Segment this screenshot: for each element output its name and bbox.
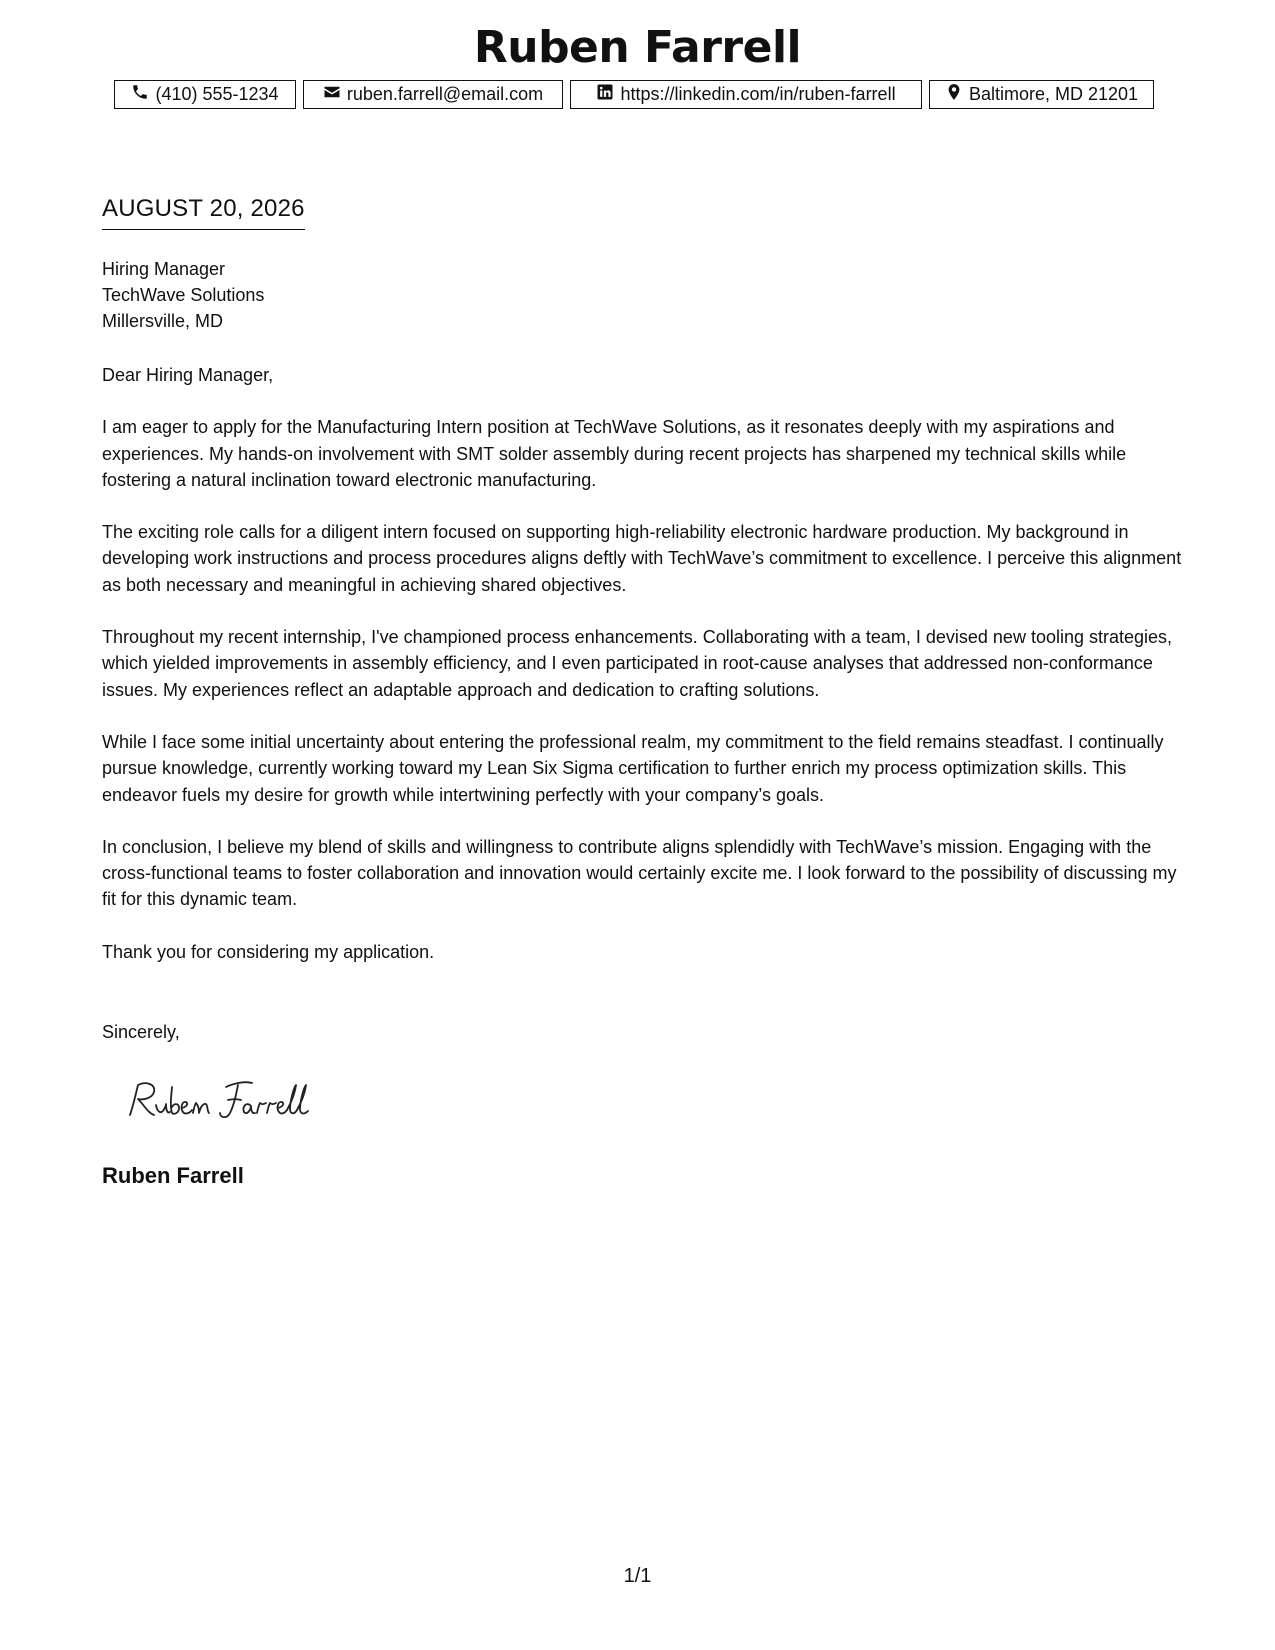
body-paragraph: The exciting role calls for a diligent intern focused on supporting high-reliability electronic hardware production. My background in developing work instructions and process procedures aligns deftly with TechWave’s commitment to excellence. I perceive this alignment as both necessary and meaningful in achieving shared objectives. xyxy=(102,522,1182,595)
body-paragraph: While I face some initial uncertainty about entering the professional realm, my commitment to the field remains steadfast. I continually pursue knowledge, currently working toward my Lean Six Sigma certification to further enrich my process optimization skills. This endeavor fuels my desire for growth while intertwining perfectly with your company’s goals. xyxy=(102,731,1164,805)
linkedin-url[interactable]: https://linkedin.com/in/ruben-farrell xyxy=(620,84,896,104)
salutation: Dear Hiring Manager, xyxy=(102,365,274,385)
phone-icon xyxy=(131,83,149,106)
contact-email xyxy=(303,80,563,109)
body-paragraph: In conclusion, I believe my blend of skills and willingness to contribute aligns splendidly with TechWave’s mission. Engaging with the cross-functional teams to foster collaboration and innovation would certainly excite me. I look forward to the possibility of discussing my fit for this dynamic team. xyxy=(102,836,1177,910)
recipient-location: Millersville, MD xyxy=(102,311,223,331)
contact-phone xyxy=(114,80,296,109)
handwritten-signature xyxy=(124,1075,344,1125)
map-marker-icon xyxy=(945,83,963,106)
letter-body xyxy=(102,362,1182,991)
contact-linkedin xyxy=(570,80,922,109)
phone-text[interactable]: (410) 555-1234 xyxy=(155,84,279,104)
contact-location xyxy=(929,80,1154,109)
linkedin-icon xyxy=(596,83,614,106)
recipient-company: TechWave Solutions xyxy=(102,285,265,305)
envelope-icon xyxy=(323,83,341,106)
closing: Sincerely, xyxy=(102,1022,180,1042)
contact-bar xyxy=(114,80,1154,109)
email-text[interactable]: ruben.farrell@email.com xyxy=(346,84,544,104)
location-text: Baltimore, MD 21201 xyxy=(968,84,1139,104)
applicant-name: Ruben Farrell xyxy=(473,22,802,73)
page-number: 1/1 xyxy=(623,1565,652,1587)
recipient-block xyxy=(102,256,264,334)
thank-you-line: Thank you for considering my application. xyxy=(102,941,435,962)
signer-name: Ruben Farrell xyxy=(102,1163,244,1188)
letter-date: AUGUST 20, 2026 xyxy=(102,195,305,230)
recipient-title: Hiring Manager xyxy=(102,259,226,279)
body-paragraph: I am eager to apply for the Manufacturing Intern position at TechWave Solutions, as it resonates deeply with my aspirations and experiences. My hands-on involvement with SMT solder assembly during recent projects has sharpened my technical skills while fostering a natural inclination toward electronic manufacturing. xyxy=(102,417,1127,490)
body-paragraph: Throughout my recent internship, I've championed process enhancements. Collaborating with a team, I devised new tooling strategies, which yielded improvements in assembly efficiency, and I even participated in root-cause analyses that addressed non-conformance issues. My experiences reflect an adaptable approach and dedication to crafting solutions. xyxy=(102,627,1173,700)
